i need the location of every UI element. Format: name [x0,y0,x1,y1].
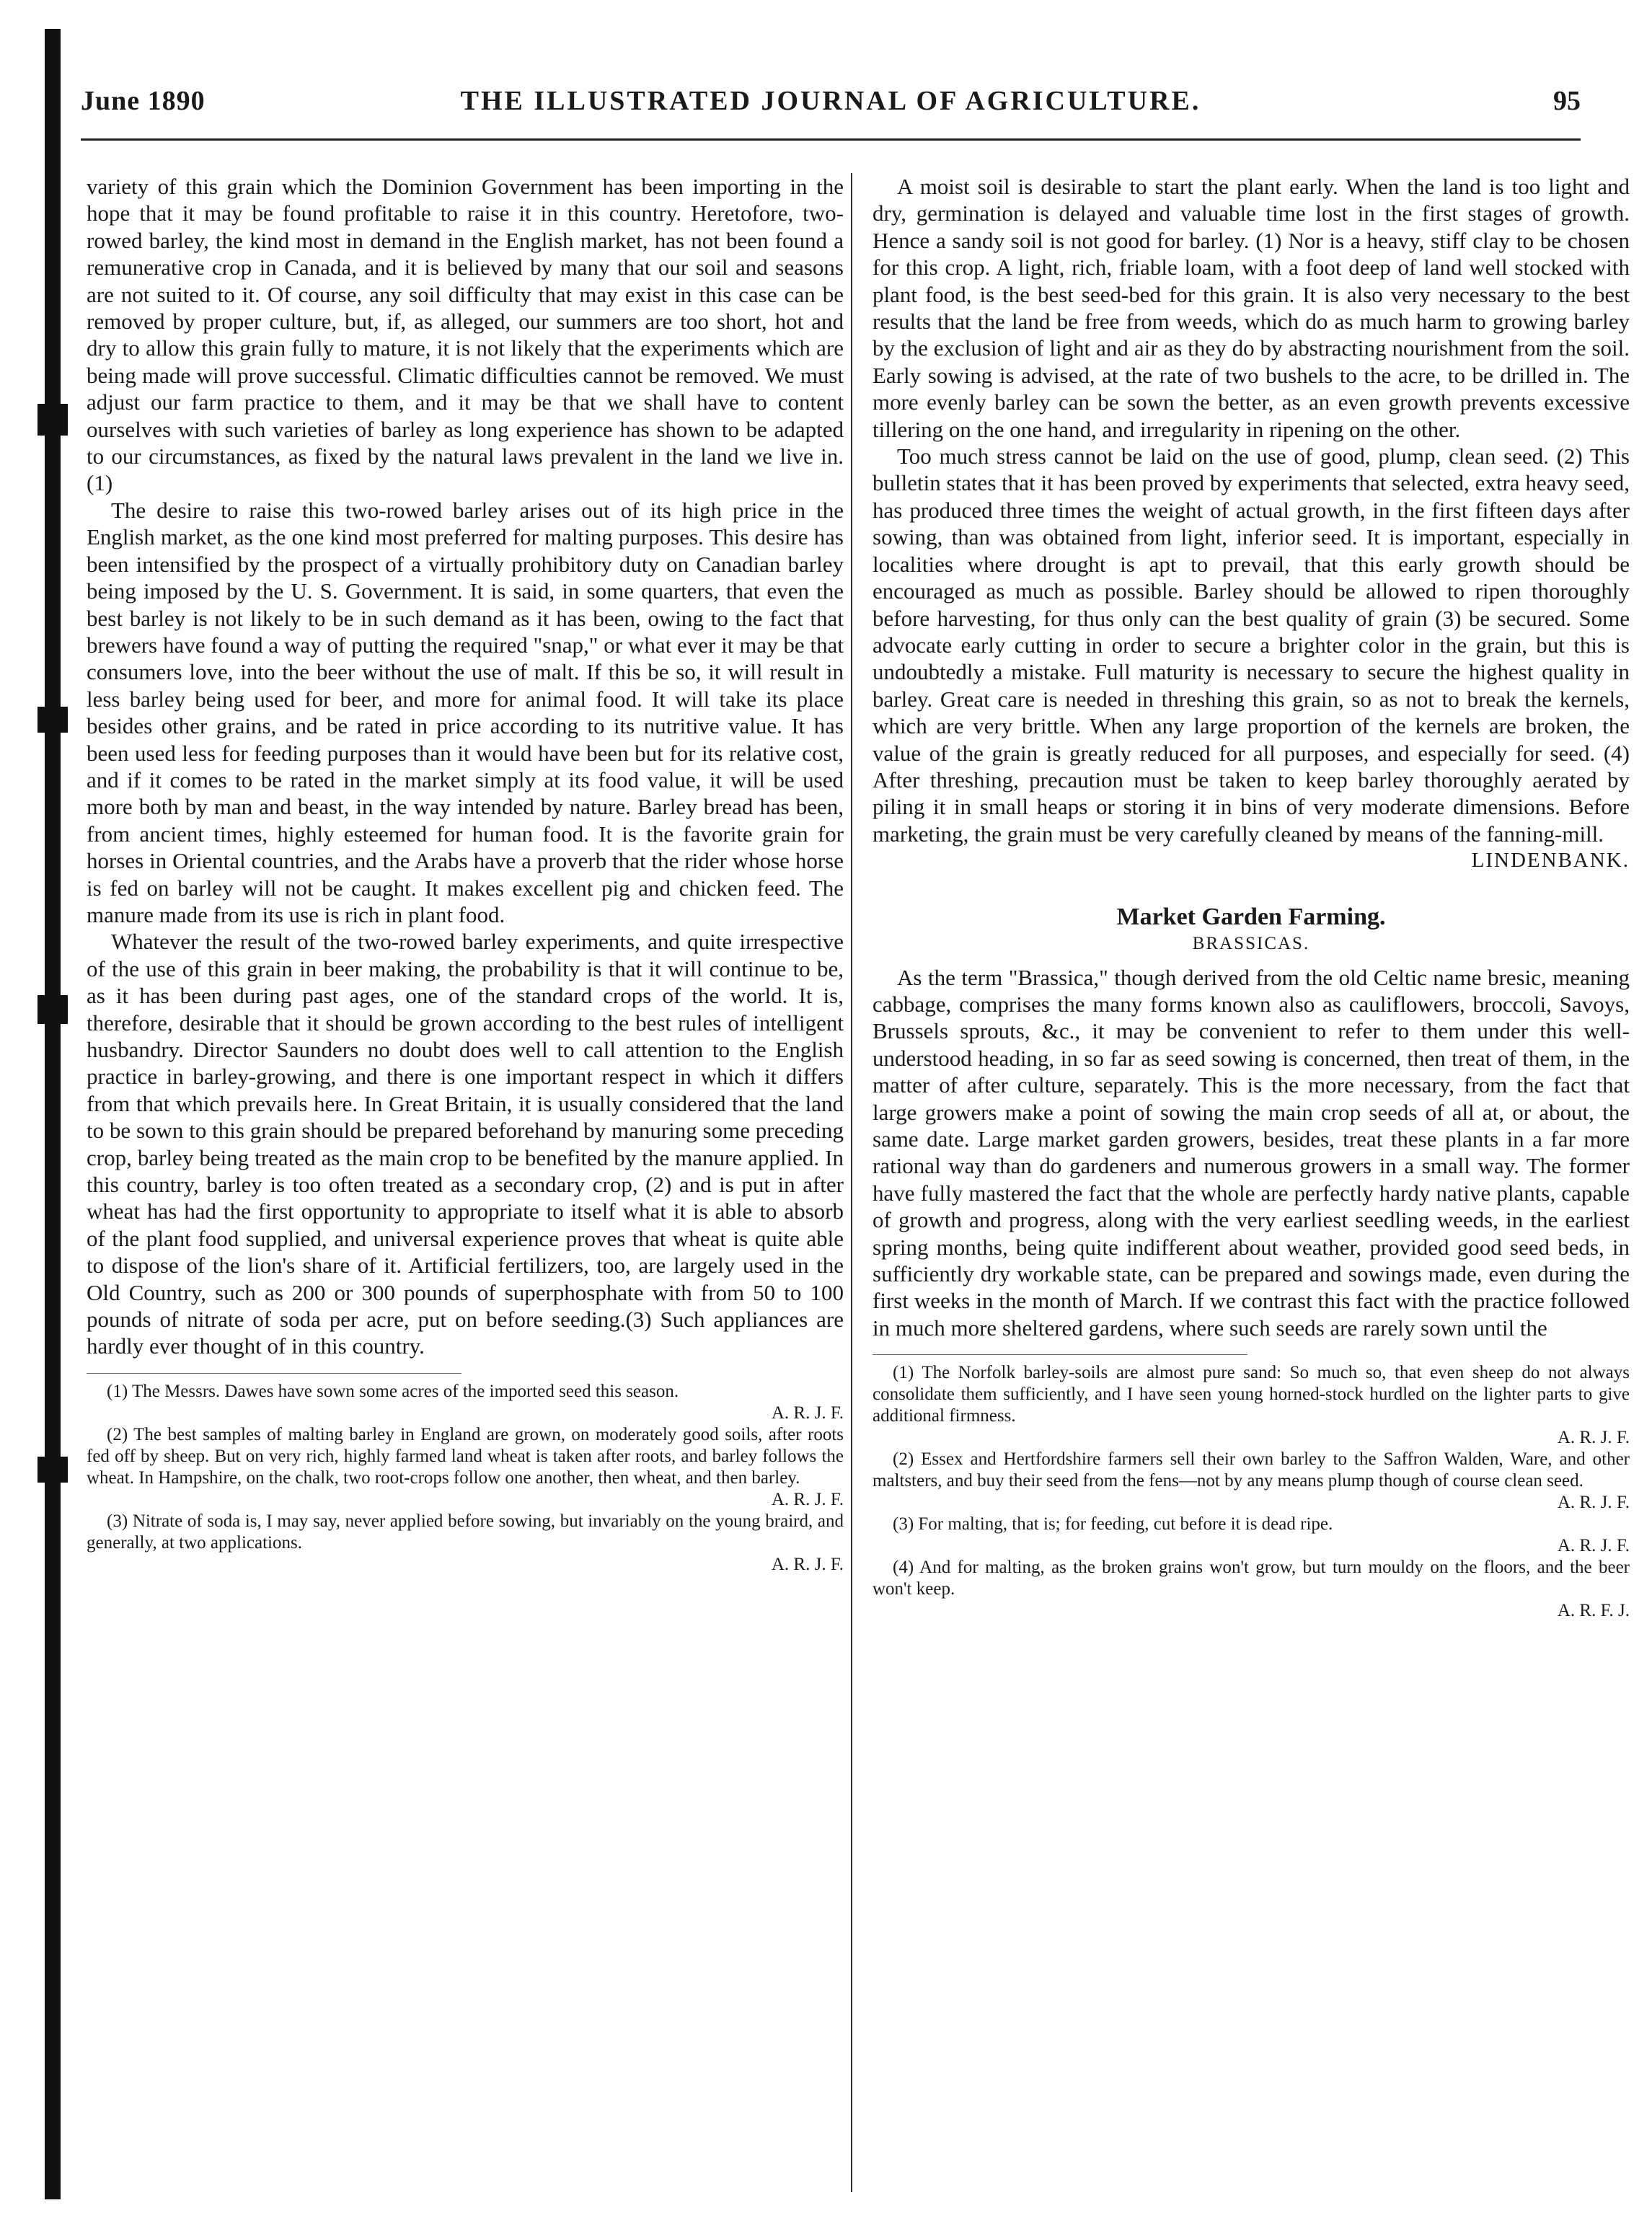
body-paragraph: As the term "Brassica," though derived from the old Celtic name bresic, meaning cabbage, comprises the many forms known also as cauliflowers, broccoli, Savoys, Brussels sprouts, &c., it may be convenient to refer to them under this well-understood heading, in so far as seed sowing is concerned, then treat of them, in the matter of after culture, separately. This is the more necessary, from the fact that large growers make a point of sowing the main crop seeds of all at, or about, the same date. Large market garden growers, besides, treat these plants in a far more rational way than do gardeners and numerous growers in a small way. The former have fully mastered the fact that the whole are perfectly hardy native plants, capable of growth and progress, along with the very earliest seedling weeds, in the earliest spring months, being quite indifferent about weather, provided good seed beds, in sufficiently dry workable state, can be prepared and sowings made, even during the first weeks in the month of March. If we contrast this fact with the practice followed in much more sheltered gardens, where such seeds are rarely sown until the [873,964,1630,1341]
journal-title: THE ILLUSTRATED JOURNAL OF AGRICULTURE. [460,86,1201,116]
binding-mark [37,404,68,436]
footnote-separator [873,1354,1247,1355]
footnote [87,1424,844,1511]
footnote-text: (2) The best samples of malting barley in England are grown, on moderately good soils, after roots fed off by sheep. But on very rich, highly farmed land wheat is taken after roots, and barley follows the wheat. In Hampshire, on the chalk, two root-crops follow one another, then wheat, and then barley. [87,1424,844,1488]
body-paragraph: Too much stress cannot be laid on the use of good, plump, clean seed. (2) This bulletin states that it has been proved by experiments that selected, extra heavy seed, has produced three times the weight of actual growth, in the first fifteen days after sowing, than was obtained from light, inferior seed. It is important, especially in localities where drought is apt to prevail, that this early growth should be encouraged as much as possible. Barley should be allowed to ripen thoroughly before harvesting, for thus only can the best quality of grain (3) be secured. Some advocate early cutting in order to secure a brighter color in the grain, but this is undoubtedly a mistake. Full maturity is necessary to secure the highest quality in barley. Great care is needed in threshing this grain, so as not to break the kernels, which are very brittle. When any large proportion of the kernels are broken, the value of the grain is greatly reduced for all purposes, and especially for seed. (4) After threshing, precaution must be taken to keep barley thoroughly aerated by piling it in small heaps or storing it in bins of very moderate dimensions. Before marketing, the grain must be very carefully cleaned by means of the fanning-mill. [873,443,1630,847]
footnote [873,1449,1630,1514]
footnote-signature: A. R. J. F. [771,1554,844,1574]
running-header [81,78,1581,128]
footnote-signature: A. R. J. F. [771,1403,844,1423]
footnote-text: (3) Nitrate of soda is, I may say, never applied before sowing, but invariably on the young braird, and generally, at two applications. [87,1511,844,1553]
binding-mark [37,707,68,733]
article-title: Market Garden Farming. [1116,903,1386,930]
footnote [873,1514,1630,1557]
footnote [87,1511,844,1576]
body-paragraph: Whatever the result of the two-rowed barley experiments, and quite irrespective of the use of this grain in beer making, the probability is that it will continue to be, as it has been during past ages, one of the standard crops of the world. It is, therefore, desirable that it should be grown according to the best rules of intelligent husbandry. Director Saunders no doubt does well to call attention to the English practice in barley-growing, and there is one important respect in which it differs from that which prevails here. In Great Britain, it is usually considered that the land to be sown to this grain should be prepared beforehand by manuring some preceding crop, barley being treated as the main crop to be benefited by the manure applied. In this country, barley is too often treated as a secondary crop, (2) and is put in after wheat has had the first opportunity to appropriate to itself what it is able to absorb of the plant food supplied, and universal experience proves that wheat is quite able to dispose of the lion's share of it. Artificial fertilizers, too, are largely used in the Old Country, such as 200 or 300 pounds of superphosphate with from 50 to 100 pounds of nitrate of soda per acre, put on before seeding.(3) Such appliances are hardly ever thought of in this country. [87,929,844,1359]
footnote-text: (1) The Norfolk barley-soils are almost pure sand: So much so, that even sheep do not always consolidate them sufficiently, and I have seen young horned-stock hurdled on the lighter parts to give additional firmness. [873,1363,1630,1426]
footnote [87,1381,844,1424]
body-paragraph: variety of this grain which the Dominion Government has been importing in the hope that it may be found profitable to raise it in this country. Heretofore, two-rowed barley, the kind most in demand in the English market, has not been found a remunerative crop in Canada, and it is believed by many that our soil and seasons are not suited to it. Of course, any soil difficulty that may exist in this case can be removed by proper culture, but, if, as alleged, our summers are too short, hot and dry to allow this grain fully to mature, it is not likely that the experiments which are being made will prove successful. Climatic difficulties cannot be removed. We must adjust our farm practice to them, and it may be that we shall have to content ourselves with such varieties of barley as long experience has shown to be adapted to our circumstances, as fixed by the natural laws prevalent in the land we live in. (1) [87,174,844,496]
footnote-text: (1) The Messrs. Dawes have sown some acres of the imported seed this season. [107,1381,679,1401]
footnote-separator [87,1373,461,1374]
binding-mark [37,995,68,1024]
body-paragraph: A moist soil is desirable to start the plant early. When the land is too light and dry, germination is delayed and valuable time lost in the first stages of growth. Hence a sandy soil is not good for barley. (1) Nor is a heavy, stiff clay to be chosen for this crop. A light, rich, friable loam, with a foot deep of land well stocked with plant food, is the best seed-bed for this grain. It is also very necessary to the best results that the land be free from weeds, which do as much harm to growing barley by the exclusion of light and air as they do by abstracting nourishment from the soil. Early sowing is advised, at the rate of two bushels to the acre, to be drilled in. The more evenly barley can be sown the better, as an even growth prevents excessive tillering on the one hand, and irregularity in ripening on the other. [873,174,1630,442]
right-column [873,173,1630,1622]
page-binding-edge [45,29,61,2199]
page-number: 95 [1553,86,1581,116]
body-paragraph: The desire to raise this two-rowed barley arises out of its high price in the English market, as the one kind most preferred for malting purposes. This desire has been intensified by the prospect of a virtually prohibitory duty on Canadian barley being imposed by the U. S. Government. It is said, in some quarters, that even the best barley is not likely to be in such demand as it has been, owing to the fact that brewers have found a way of putting the required "snap," or what ever it may be that consumers love, into the beer without the use of malt. If this be so, it will result in less barley being used for beer, and more for animal food. It will take its place besides other grains, and be rated in price according to its nutritive value. It has been used less for feeding purposes than it would have been but for its relative cost, and if it comes to be rated in the market simply at its food value, it will be used more both by man and beast, in the way intended by nature. Barley bread has been, from ancient times, highly esteemed for human food. It is the favorite grain for horses in Oriental countries, and the Arabs have a proverb that the rider whose horse is fed on barley will not be caught. It makes excellent pig and chicken feed. The manure made from its use is rich in plant food. [87,497,844,927]
column-divider [851,173,852,2192]
footnote-text: (2) Essex and Hertfordshire farmers sell their own barley to the Saffron Walden, Ware, and other maltsters, and buy their seed from the fens—not by any means plump though of course clean seed. [873,1449,1630,1491]
footnote-signature: A. R. J. F. [1557,1536,1630,1556]
footnote-text: (4) And for malting, as the broken grains won't grow, but turn mouldy on the floors, and the beer won't keep. [873,1558,1630,1599]
footnote-signature: A. R. J. F. [771,1489,844,1509]
author-signature: LINDENBANK. [1471,849,1630,873]
binding-mark [37,1457,68,1483]
footnote-signature: A. R. J. F. [1557,1428,1630,1448]
footnote-signature: A. R. F. J. [1557,1601,1630,1621]
left-column [87,173,844,1576]
issue-date: June 1890 [81,86,206,116]
article-subheading: BRASSICAS. [1192,933,1310,953]
footnote [873,1557,1630,1622]
footnote [873,1362,1630,1449]
footnote-signature: A. R. J. F. [1557,1493,1630,1513]
header-rule [81,138,1581,141]
footnote-text: (3) For malting, that is; for feeding, cut before it is dead ripe. [893,1514,1333,1535]
